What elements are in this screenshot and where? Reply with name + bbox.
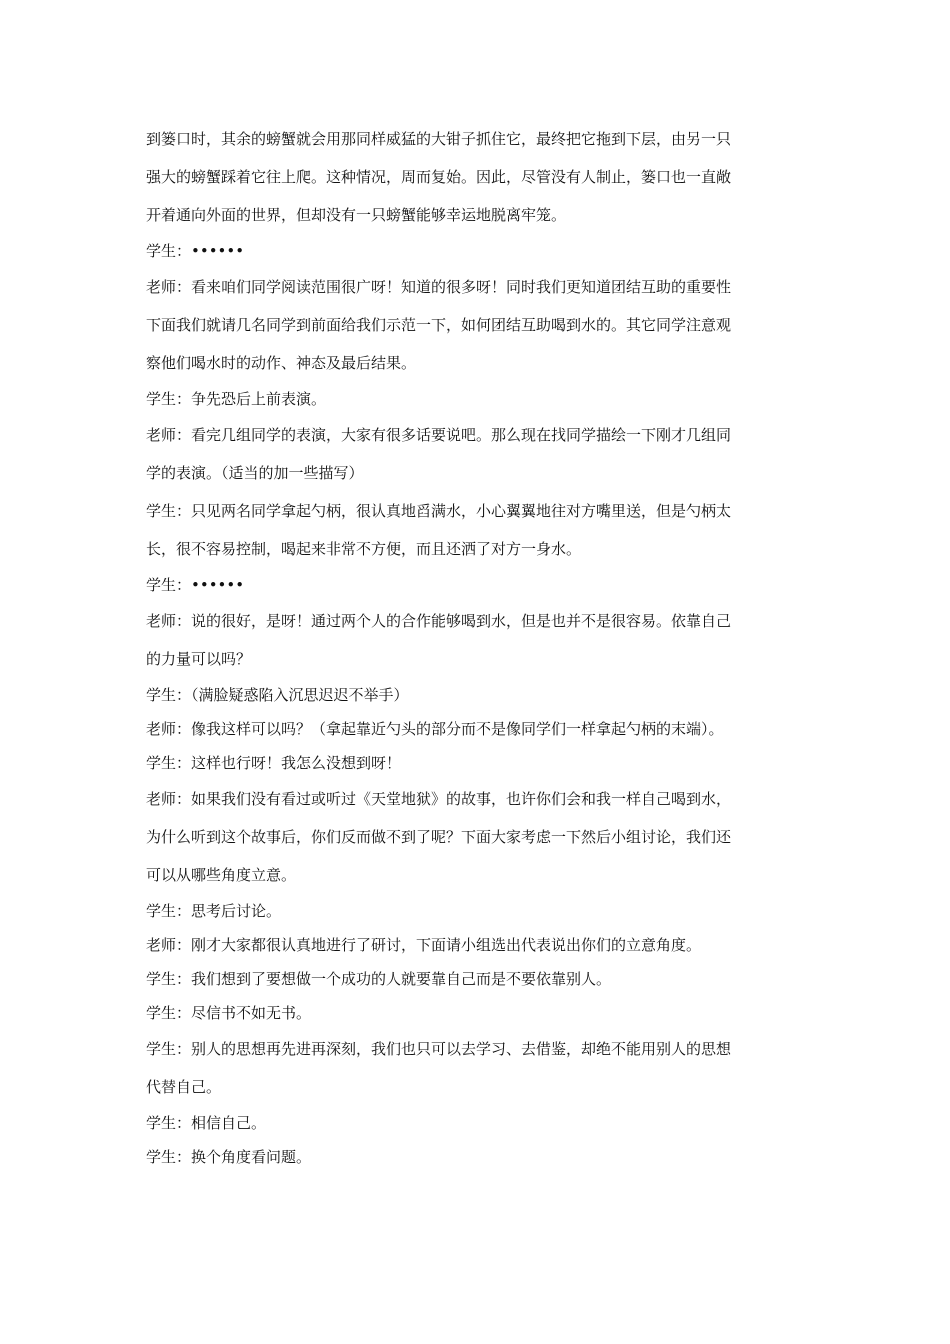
- text-line: 学生：只见两名同学拿起勺柄，很认真地舀满水，小心翼翼地往对方嘴里送，但是勺柄太: [146, 502, 732, 520]
- text-line: 老师：看来咱们同学阅读范围很广呀！知道的很多呀！同时我们更知道团结互助的重要性: [146, 278, 732, 296]
- text-line: 老师：像我这样可以吗？（拿起靠近勺头的部分而不是像同学们一样拿起勺柄的末端）。: [146, 720, 724, 738]
- text-line: 学生：尽信书不如无书。: [146, 1004, 312, 1022]
- text-line: 学生：相信自己。: [146, 1114, 267, 1132]
- document-body: [146, 120, 816, 1174]
- paragraph-crab-story: [146, 120, 816, 234]
- text-line: 学生：我们想到了要想做一个成功的人就要靠自己而是不要依靠别人。: [146, 970, 612, 988]
- paragraph-student-answer-3: [146, 1030, 816, 1106]
- paragraph-student-discuss: [146, 894, 816, 928]
- text-line: 强大的螃蟹踩着它往上爬。这种情况，周而复始。因此，尽管没有人制止，篓口也一直敞: [146, 168, 732, 186]
- paragraph-teacher-research: [146, 928, 816, 962]
- text-line: 学生：别人的思想再先进再深刻，我们也只可以去学习、去借鉴，却绝不能用别人的思想: [146, 1040, 732, 1058]
- text-line: 学生：换个角度看问题。: [146, 1148, 312, 1166]
- paragraph-student-ellipsis-2: [146, 568, 816, 602]
- paragraph-teacher-demo: [146, 268, 816, 382]
- paragraph-student-puzzled: [146, 678, 816, 712]
- paragraph-teacher-praise: [146, 602, 816, 678]
- text-line: 察他们喝水时的动作、神态及最后结果。: [146, 354, 417, 372]
- text-line: 学生：••••••: [146, 576, 245, 594]
- text-line: 学生：争先恐后上前表演。: [146, 390, 327, 408]
- text-line: 学的表演。（适当的加一些描写）: [146, 464, 364, 482]
- paragraph-teacher-describe: [146, 416, 816, 492]
- paragraph-student-perform: [146, 382, 816, 416]
- paragraph-student-realize: [146, 746, 816, 780]
- text-line: 代替自己。: [146, 1078, 222, 1096]
- text-line: 下面我们就请几名同学到前面给我们示范一下，如何团结互助喝到水的。其它同学注意观: [146, 316, 732, 334]
- text-line: 学生：（满脸疑惑陷入沉思迟迟不举手）: [146, 686, 409, 704]
- paragraph-student-ellipsis: [146, 234, 816, 268]
- text-line: 学生：••••••: [146, 242, 245, 260]
- text-line: 开着通向外面的世界，但却没有一只螃蟹能够幸运地脱离牢笼。: [146, 206, 567, 224]
- text-line: 到篓口时，其余的螃蟹就会用那同样威猛的大钳子抓住它，最终把它拖到下层，由另一只: [146, 130, 732, 148]
- paragraph-teacher-example: [146, 712, 816, 746]
- text-line: 的力量可以吗？: [146, 650, 252, 668]
- paragraph-student-answer-1: [146, 962, 816, 996]
- paragraph-student-description: [146, 492, 816, 568]
- text-line: 老师：说的很好，是呀！通过两个人的合作能够喝到水，但是也并不是很容易。依靠自己: [146, 612, 732, 630]
- paragraph-teacher-story: [146, 780, 816, 894]
- text-line: 可以从哪些角度立意。: [146, 866, 297, 884]
- paragraph-student-answer-4: [146, 1106, 816, 1140]
- text-line: 为什么听到这个故事后，你们反而做不到了呢？下面大家考虑一下然后小组讨论，我们还: [146, 828, 732, 846]
- text-line: 学生：思考后讨论。: [146, 902, 282, 920]
- text-line: 老师：如果我们没有看过或听过《天堂地狱》的故事，也许你们会和我一样自己喝到水，: [146, 790, 732, 808]
- text-line: 长，很不容易控制，喝起来非常不方便，而且还洒了对方一身水。: [146, 540, 582, 558]
- paragraph-student-answer-2: [146, 996, 816, 1030]
- text-line: 老师：刚才大家都很认真地进行了研讨，下面请小组选出代表说出你们的立意角度。: [146, 936, 702, 954]
- text-line: 老师：看完几组同学的表演，大家有很多话要说吧。那么现在找同学描绘一下刚才几组同: [146, 426, 732, 444]
- paragraph-student-answer-5: [146, 1140, 816, 1174]
- text-line: 学生：这样也行呀！我怎么没想到呀！: [146, 754, 402, 772]
